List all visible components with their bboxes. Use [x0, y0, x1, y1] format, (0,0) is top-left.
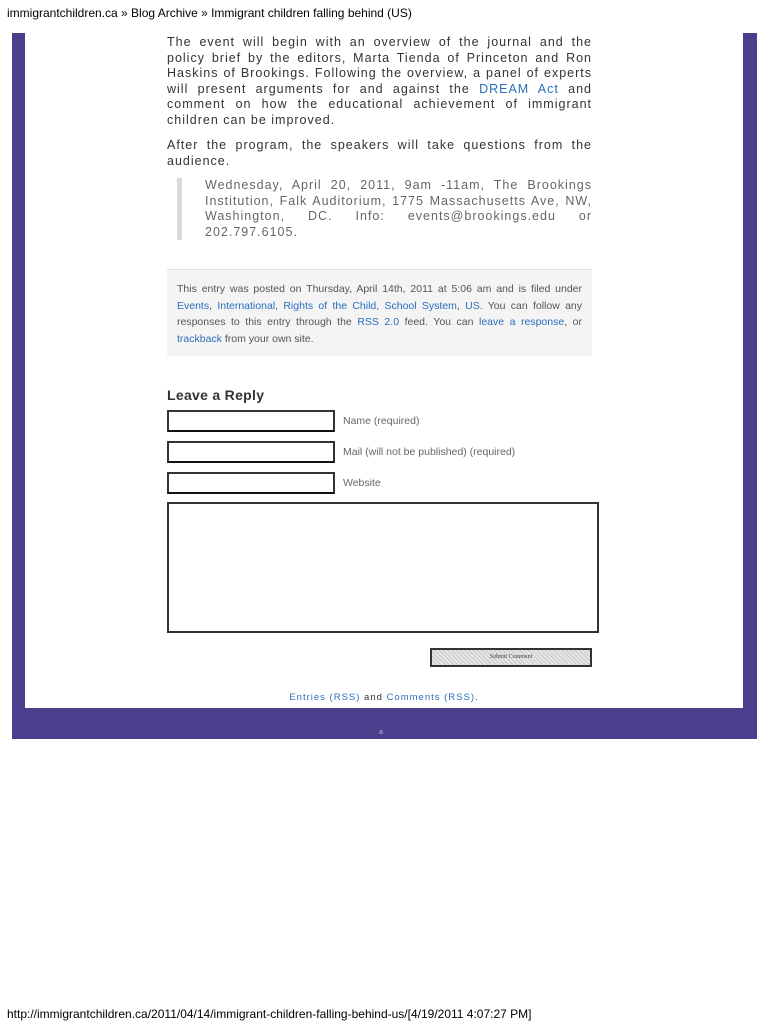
- submit-comment-button[interactable]: Submit Comment: [430, 648, 592, 667]
- meta-text: from your own site.: [221, 332, 314, 345]
- trackback-link[interactable]: trackback: [177, 332, 222, 345]
- website-field-row: [167, 472, 592, 494]
- feed-links: [25, 692, 743, 703]
- category-events-link[interactable]: Events: [177, 299, 210, 312]
- category-international-link[interactable]: International: [217, 299, 276, 312]
- comments-rss-link[interactable]: Comments (RSS): [386, 692, 475, 703]
- dream-act-link[interactable]: DREAM Act: [479, 81, 559, 96]
- name-label: Name (required): [343, 415, 420, 427]
- leave-response-link[interactable]: leave a response: [479, 316, 565, 328]
- name-input[interactable]: [167, 410, 335, 432]
- meta-text: . You can follow any responses to this entry through the: [177, 299, 583, 328]
- post-paragraph-1-text-b: and comment on how the educational achievement of immigrant children can be improved.: [167, 81, 592, 127]
- mail-field-row: [167, 441, 592, 463]
- post-paragraph-1: [167, 35, 592, 128]
- mail-input[interactable]: [167, 441, 335, 463]
- category-school-system-link[interactable]: School System: [384, 299, 457, 312]
- feed-links-and: and: [360, 692, 387, 703]
- post-meta-box: This entry was posted on Thursday, April 14th, 2011 at 5:06 am and is filed under Events, International, Rights of the Child, School System, US. You can follow any responses to this entry through the RSS 2.0 feed. You can leave a response, or trackback from your own site.: [167, 269, 592, 356]
- content-area: [25, 33, 743, 708]
- print-header-title: immigrantchildren.ca » Blog Archive » Immigrant children falling behind (US): [7, 6, 412, 20]
- meta-text: , or: [564, 316, 583, 328]
- post-content: [167, 35, 592, 667]
- post-paragraph-2: After the program, the speakers will take questions from the audience.: [167, 138, 592, 168]
- meta-text: This entry was posted on Thursday, April 14th, 2011 at 5:06 am and is filed under: [177, 283, 582, 295]
- entries-rss-link[interactable]: Entries (RSS): [289, 692, 361, 703]
- page-marker: a: [379, 729, 383, 736]
- comment-textarea[interactable]: [167, 502, 599, 633]
- submit-row: [167, 645, 592, 667]
- name-field-row: [167, 410, 592, 432]
- meta-text: feed. You can: [399, 316, 479, 328]
- category-rights-of-the-child-link[interactable]: Rights of the Child: [283, 299, 377, 312]
- leave-reply-heading: Leave a Reply: [167, 387, 265, 403]
- category-us-link[interactable]: US: [465, 299, 480, 312]
- post-paragraph-1-text-a: The event will begin with an overview of the journal and the policy brief by the editors, Marta Tienda of Princeton and Ron Haskins of Brookings. Following the overview, a panel of experts will present arguments for and against the: [167, 35, 592, 96]
- website-label: Website: [343, 477, 381, 489]
- page-frame: [12, 33, 757, 739]
- print-footer-url: http://immigrantchildren.ca/2011/04/14/immigrant-children-falling-behind-us/[4/19/2011 4:07:27 PM]: [7, 1007, 532, 1021]
- rss-2-link[interactable]: RSS 2.0: [357, 316, 400, 328]
- event-details-blockquote: Wednesday, April 20, 2011, 9am -11am, The Brookings Institution, Falk Auditorium, 1775 Massachusetts Ave, NW, Washington, DC. Info: events@brookings.edu or 202.797.6105.: [177, 178, 592, 240]
- mail-label: Mail (will not be published) (required): [343, 446, 516, 458]
- feed-links-period: .: [475, 692, 479, 703]
- website-input[interactable]: [167, 472, 335, 494]
